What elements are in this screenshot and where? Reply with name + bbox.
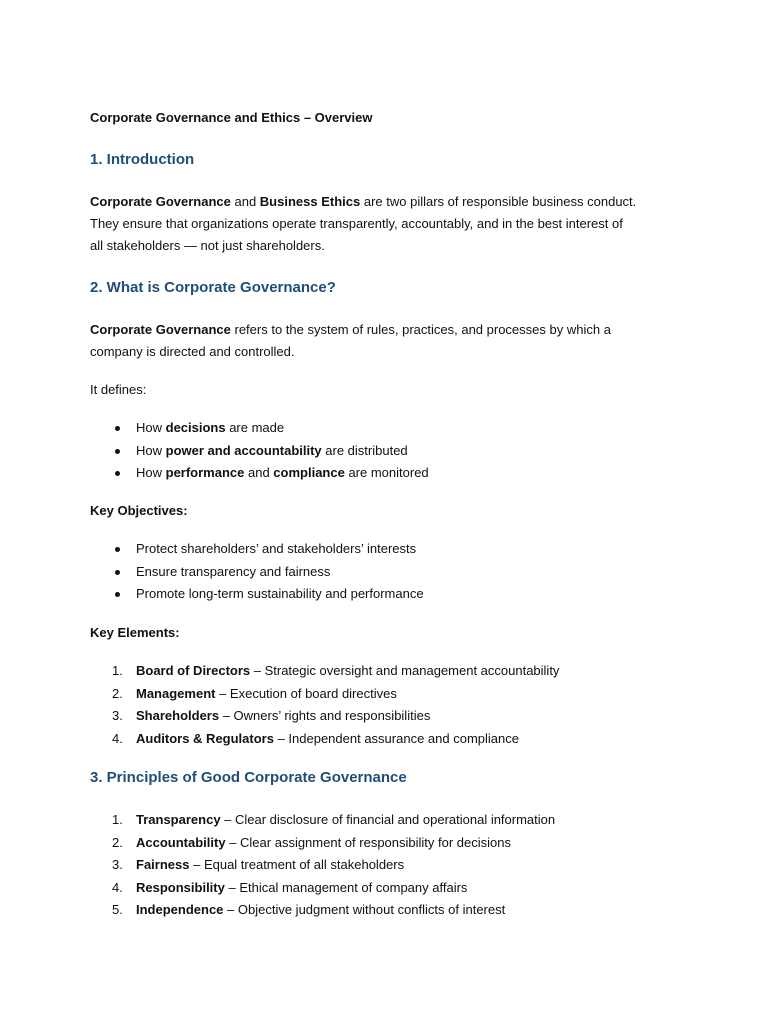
objective-text: Protect shareholders’ and stakeholders’ interests (136, 541, 417, 556)
list-item (90, 728, 690, 751)
element-desc: – Owners’ rights and responsibilities (219, 708, 431, 723)
what-is-line-1-rest: refers to the system of rules, practices, and processes by which a (230, 322, 611, 337)
principle-desc: – Clear disclosure of financial and operational information (220, 812, 556, 827)
defines-list (90, 417, 690, 485)
list-item (90, 832, 690, 855)
principles-list (90, 809, 690, 922)
principle-term: Accountability (136, 834, 226, 850)
bullet-icon (115, 471, 120, 476)
bullet-icon (115, 592, 120, 597)
intro-line-1-rest: are two pillars of responsible business conduct. (360, 194, 637, 209)
principle-term: Fairness (136, 857, 190, 872)
list-item (90, 683, 690, 706)
bullet-icon (115, 547, 120, 552)
list-item (90, 462, 690, 485)
item-pre: How (136, 465, 166, 480)
element-term: Shareholders (136, 708, 220, 723)
list-number: 2. (112, 834, 123, 850)
principle-desc: – Clear assignment of responsibility for decisions (225, 834, 511, 850)
list-number: 4. (112, 730, 123, 746)
principle-term: Responsibility (136, 879, 225, 895)
elements-list (90, 660, 690, 750)
list-item (90, 417, 690, 440)
what-is-line-1 (90, 319, 680, 341)
intro-line-1 (90, 191, 680, 213)
it-defines-label: It defines: (90, 382, 147, 397)
item-bold: decisions (165, 420, 226, 435)
item-mid: and (244, 465, 274, 480)
list-item (90, 705, 690, 728)
heading-what-is-corporate-governance: 2. What is Corporate Governance? (90, 279, 336, 296)
principle-term: Transparency (136, 812, 221, 827)
what-is-paragraph (90, 319, 680, 363)
list-number: 4. (112, 879, 123, 895)
element-term: Board of Directors (136, 663, 251, 678)
objective-text: Ensure transparency and fairness (136, 563, 331, 579)
item-mid: are distributed (321, 442, 408, 458)
term-corporate-governance: Corporate Governance (90, 194, 231, 209)
item-pre: How (136, 420, 166, 435)
element-term: Auditors & Regulators (136, 730, 274, 746)
term-corporate-governance-2: Corporate Governance (90, 322, 231, 337)
bullet-icon (115, 426, 120, 431)
item-post: are monitored (344, 465, 429, 480)
principle-term: Independence (136, 902, 224, 917)
principle-desc: – Equal treatment of all stakeholders (189, 857, 405, 872)
list-number: 5. (112, 902, 123, 917)
heading-introduction: 1. Introduction (90, 151, 195, 168)
list-item (90, 538, 690, 561)
intro-line-3: all stakeholders — not just shareholders. (90, 238, 325, 253)
item-bold-2: compliance (273, 465, 345, 480)
list-number: 3. (112, 857, 123, 872)
principle-desc: – Objective judgment without conflicts of interest (223, 902, 506, 917)
intro-and: and (230, 194, 260, 209)
objectives-list (90, 538, 690, 606)
list-number: 2. (112, 685, 123, 701)
bullet-icon (115, 570, 120, 575)
what-is-line-2: company is directed and controlled. (90, 344, 295, 359)
list-item (90, 660, 690, 683)
list-item (90, 561, 690, 584)
element-desc: – Strategic oversight and management accountability (250, 663, 560, 678)
item-pre: How (136, 442, 166, 458)
list-number: 3. (112, 708, 123, 723)
list-item (90, 877, 690, 900)
list-number: 1. (112, 663, 123, 678)
element-term: Management (136, 685, 216, 701)
list-item (90, 583, 690, 606)
introduction-paragraph (90, 191, 680, 257)
item-bold: power and accountability (165, 442, 322, 458)
list-number: 1. (112, 812, 123, 827)
list-item (90, 809, 690, 832)
heading-principles: 3. Principles of Good Corporate Governance (90, 769, 407, 786)
item-bold: performance (165, 465, 245, 480)
key-objectives-label: Key Objectives: (90, 503, 188, 518)
key-elements-label: Key Elements: (90, 625, 180, 640)
principle-desc: – Ethical management of company affairs (224, 879, 468, 895)
list-item (90, 440, 690, 463)
intro-line-2: They ensure that organizations operate transparently, accountably, and in the best interest of (90, 216, 623, 231)
term-business-ethics: Business Ethics (259, 194, 361, 209)
element-desc: – Execution of board directives (215, 685, 397, 701)
objective-text: Promote long-term sustainability and performance (136, 586, 424, 601)
document-title: Corporate Governance and Ethics – Overview (90, 110, 373, 125)
list-item (90, 854, 690, 877)
list-item (90, 899, 690, 922)
element-desc: – Independent assurance and compliance (273, 730, 519, 746)
item-mid: are made (225, 420, 285, 435)
bullet-icon (115, 449, 120, 454)
